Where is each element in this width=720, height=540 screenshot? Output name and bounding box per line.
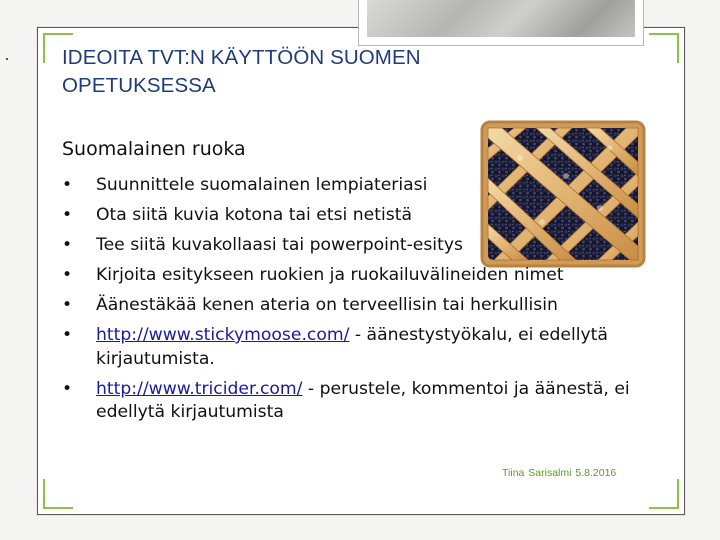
list-item (62, 174, 652, 198)
bullet-marker: • (62, 325, 73, 345)
header-photo (358, 0, 644, 46)
footer-author: Tiina Sarisalmi (502, 467, 572, 479)
footer-credit (502, 467, 616, 479)
bullet-text: Suunnittele suomalainen lempiateriasi (96, 175, 428, 195)
bullet-marker: • (62, 205, 73, 225)
list-item (62, 294, 652, 318)
corner-bracket-bottom-left (43, 479, 73, 509)
bullet-marker: • (62, 378, 73, 399)
list-item (62, 264, 652, 288)
bullet-text: - perustele, kommentoi ja äänestä, ei edellytä kirjautumista (96, 378, 630, 422)
slide-subtitle: Suomalainen ruoka (62, 138, 246, 160)
slide-title-line-1: IDEOITA TVT:N KÄYTTÖÖN SUOMEN (62, 46, 421, 69)
header-photo-inner (367, 0, 635, 37)
decorative-dot (6, 58, 8, 60)
bullet-text: Kirjoita esitykseen ruokien ja ruokailuvälineiden nimet (96, 265, 564, 285)
slide-title-line-2: OPETUKSESSA (62, 74, 216, 97)
bullet-text: Ota siitä kuvia kotona tai etsi netistä (96, 205, 412, 225)
tricider-link[interactable]: http://www.tricider.com/ (96, 378, 303, 399)
list-item (62, 378, 652, 425)
slide-title (62, 44, 532, 100)
list-item (62, 324, 652, 371)
bullet-list (62, 174, 652, 431)
corner-bracket-top-right (649, 33, 679, 63)
bullet-text: Äänestäkää kenen ateria on terveellisin tai herkullisin (96, 295, 558, 315)
bullet-text: - äänestystyökalu, ei edellytä kirjautumista. (96, 325, 608, 369)
stickymoose-link[interactable]: http://www.stickymoose.com/ (96, 325, 350, 345)
bullet-marker: • (62, 295, 73, 315)
corner-bracket-bottom-right (649, 479, 679, 509)
bullet-text: Tee siitä kuvakollaasi tai powerpoint-esitys (96, 235, 463, 255)
bullet-marker: • (62, 265, 73, 285)
list-item (62, 204, 652, 228)
bullet-marker: • (62, 235, 73, 255)
list-item (62, 234, 652, 258)
footer-date: 5.8.2016 (575, 467, 617, 479)
bullet-marker: • (62, 175, 73, 195)
